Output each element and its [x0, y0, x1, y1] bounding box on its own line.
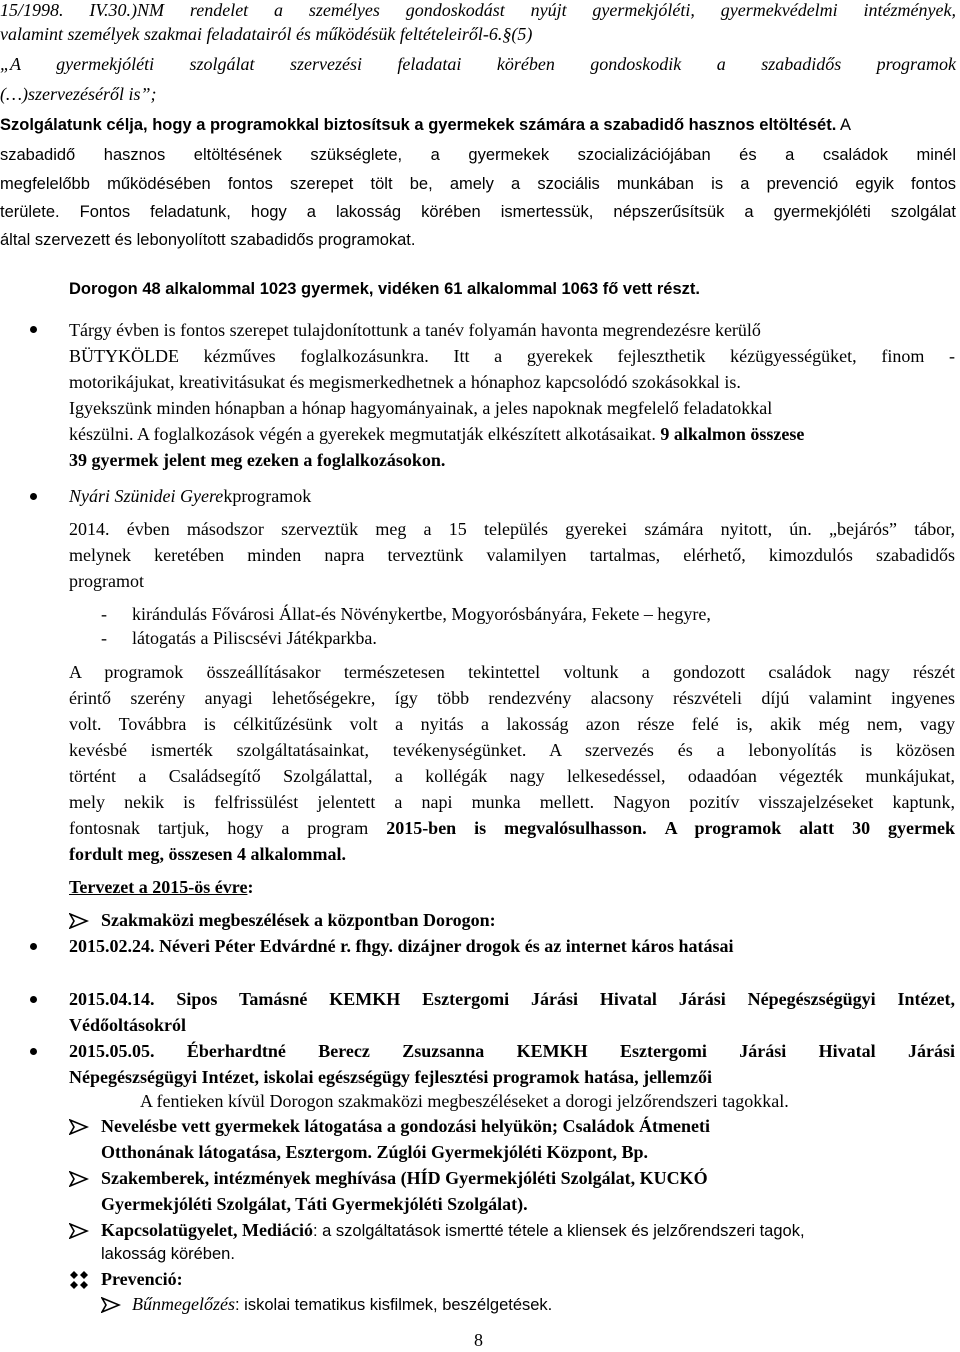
- summer-heading-italic: Nyári Szünidei Gyere: [69, 486, 224, 506]
- para-line-3: volt. Továbbra is célkitűzésünk volt a nyitás a lakosság azon része felé is, akik még nem, vagy: [69, 714, 955, 734]
- plan-heading-row: [69, 877, 253, 897]
- intro-line-4: területe.: [0, 203, 60, 221]
- plan-heading: Tervezet a 2015-ös évre: [69, 877, 248, 897]
- arrow-bullet-icon: [101, 1297, 121, 1313]
- para-line-6: mely nekik is felfrissülést jelentett a napi munka mellett. Nagyon pozitív visszajelzéseket kaptunk,: [69, 792, 955, 812]
- meeting-3-line-1: 2015.05.05. Éberhardtné Berecz Zsuzsanna KEMKH Esztergomi Járási Hivatal Járási: [69, 1041, 955, 1061]
- meeting-2-line-2: Védőoltásokról: [69, 1015, 186, 1035]
- para-line-5: történt a Családsegítő Szolgálattal, a kollégák nagy lelkesedéssel, odaadóan végezték munkájukat,: [69, 766, 955, 786]
- summer-item-1: kirándulás Fővárosi Állat-és Növénykertbe, Mogyorósbányára, Fekete – hegyre,: [132, 604, 711, 624]
- invites-line-1: Szakemberek, intézmények meghívása (HÍD Gyermekjóléti Szolgálat, KUCKÓ: [101, 1168, 708, 1188]
- intro-line-2: szabadidő hasznos eltöltésének szükséglete, a gyermekek szocializációjában és a családok minél: [0, 146, 956, 164]
- citation-line-3: „A gyermekjóléti szolgálat szervezési feladatai körében gondoskodik a szabadidős programok: [0, 54, 956, 74]
- meetings-heading: Szakmaközi megbeszélések a központban Dorogon:: [101, 910, 496, 930]
- butykolde-line-5a: készülni.: [69, 424, 134, 444]
- para-line-8: fordult meg, összesen 4 alkalommal.: [69, 844, 346, 864]
- intro-line-5: által szervezett és lebonyolított szabadidős programokat.: [0, 231, 416, 249]
- citation-line-1: 15/1998. IV.30.)NM rendelet a személyes gondoskodást nyújt gyermekjóléti, gyermekvédelmi intézmények,: [0, 0, 956, 20]
- intro-line-1-bold: [0, 115, 851, 135]
- arrow-bullet-icon: [69, 1171, 89, 1187]
- prevention-heading: Prevenció:: [101, 1269, 183, 1289]
- butykolde-line-5c: 9 alkalmon összese: [660, 424, 805, 444]
- contact-rest: : a szolgáltatások ismertté tétele a kliensek és jelzőrendszeri tagok,: [312, 1222, 805, 1240]
- visits-line-1: Nevelésbe vett gyermekek látogatása a gondozási helyükön; Családok Átmeneti: [101, 1116, 710, 1136]
- bullet-dot-icon: [30, 326, 37, 333]
- crime-prevention-text: : iskolai tematikus kisfilmek, beszélgetések.: [234, 1296, 553, 1314]
- butykolde-line-2a: BÜTYKÖLDE kézműves foglalkozásunkra.: [69, 346, 429, 366]
- para-line-7b: 2015-ben is megvalósulhasson.: [386, 818, 647, 838]
- bullet-dot-icon: [30, 1048, 37, 1055]
- summer-heading: [69, 486, 311, 506]
- para-line-1: A programok összeállításakor természetesen tekintettel voltunk a gondozott családok nagy részét: [69, 662, 955, 682]
- arrow-bullet-icon: [69, 913, 89, 929]
- intro-line-3: megfelelőbb működésében fontos szerepet tölt be, amely a szociális munkában is a prevenció egyik fontos: [0, 175, 956, 193]
- dash-bullet: -: [101, 628, 107, 648]
- para-line-4: kevésbé ismerték szolgáltatásainkat, tevékenységünket. A szervezés és a lebonyolítás is közösen: [69, 740, 955, 760]
- stats-line: Dorogon 48 alkalommal 1023 gyermek, vidéken 61 alkalommal 1063 fő vett részt.: [69, 280, 700, 298]
- contact-line-1: [101, 1220, 805, 1241]
- intro-line-1-tail: A: [839, 116, 851, 134]
- invites-line-2: Gyermekjóléti Szolgálat, Táti Gyermekjóléti Szolgálat).: [101, 1194, 528, 1214]
- plan-heading-colon: :: [247, 877, 254, 897]
- dash-bullet: -: [101, 604, 107, 624]
- summer-line-2: melynek keretében minden napra terveztünk valamilyen tartalmas, elérhető, kimozdulós szabadidős: [69, 545, 955, 565]
- summer-line-1: 2014. évben másodszor szerveztük meg a 15 település gyerekei számára nyitott, ún. „bejárós” tábor,: [69, 519, 955, 539]
- crime-prevention-line: [132, 1294, 552, 1315]
- butykolde-line-6: 39 gyermek jelent meg ezeken a foglalkozásokon.: [69, 450, 446, 470]
- meeting-2-line-1: 2015.04.14. Sipos Tamásné KEMKH Esztergomi Járási Hivatal Járási Népegészségügyi Intézet,: [69, 989, 955, 1009]
- citation-line-4: (…)szervezéséről is”;: [0, 84, 157, 104]
- para-line-2: érintő szerény anyagi lehetőségekre, így több rendezvény alacsony részvételi díjú valamint ingyenes: [69, 688, 955, 708]
- meetings-note: A fentieken kívül Dorogon szakmaközi megbeszéléseket a dorogi jelzőrendszeri tagokkal.: [140, 1091, 789, 1111]
- butykolde-line-3: motorikájukat, kreativitásukat és megismerkedhetnek a hónaphoz kapcsolódó szokásokkal is.: [69, 372, 741, 392]
- intro-line-4-row: [0, 202, 956, 222]
- butykolde-line-2: [69, 346, 955, 366]
- intro-line-4-tail: Fontos feladatunk, hogy a lakosság körében ismertessük, népszerűsítsük a gyermekjóléti szolgálat: [79, 203, 956, 221]
- summer-heading-rest: kprogramok: [223, 486, 312, 506]
- contact-bold: Kapcsolatügyelet, Mediáció: [101, 1220, 313, 1240]
- bullet-dot-icon: [30, 943, 37, 950]
- butykolde-line-2b: Itt a gyerekek fejleszthetik kézügyességüket, finom -: [453, 346, 956, 366]
- butykolde-line-5b: A foglalkozások végén a gyerekek megmutatják elkészített alkotásaikat.: [137, 424, 656, 444]
- contact-line-2: lakosság körében.: [101, 1245, 235, 1263]
- citation-line-2: valamint személyek szakmai feladatairól és működésük feltételeiről-6.§(5): [0, 24, 533, 44]
- para-line-7: [69, 818, 955, 838]
- intro-line-1: Szolgálatunk célja, hogy a programokkal biztosítsuk a gyermekek számára a szabadidő hasznos eltöltését.: [0, 116, 837, 134]
- bullet-dot-icon: [30, 996, 37, 1003]
- arrow-bullet-icon: [69, 1223, 89, 1239]
- summer-line-3: programot: [69, 571, 144, 591]
- butykolde-line-4: Igyekszünk minden hónapban a hónap hagyományainak, a jeles napoknak megfelelő feladatokkal: [69, 398, 773, 418]
- butykolde-line-1: Tárgy évben is fontos szerepet tulajdonítottunk a tanév folyamán havonta megrendezésre kerülő: [69, 320, 761, 340]
- bullet-dot-icon: [30, 493, 37, 500]
- butykolde-line-5: [69, 424, 804, 444]
- arrow-bullet-icon: [69, 1119, 89, 1135]
- meeting-1: 2015.02.24. Néveri Péter Edvárdné r. fhgy. dizájner drogok és az internet káros hatásai: [69, 936, 734, 956]
- crime-prevention-label: Bűnmegelőzés: [132, 1294, 235, 1314]
- visits-line-2: Otthonának látogatása, Esztergom. Zúglói Gyermekjóléti Központ, Bp.: [101, 1142, 648, 1162]
- summer-item-2: látogatás a Piliscsévi Játékparkba.: [132, 628, 377, 648]
- meeting-3-line-2: Népegészségügyi Intézet, iskolai egészségügy fejlesztési programok hatása, jellemzői: [69, 1067, 713, 1087]
- para-line-7a: fontosnak tartjuk, hogy a program: [69, 818, 369, 838]
- page-number: 8: [474, 1330, 483, 1350]
- para-line-7c: A programok alatt 30 gyermek: [664, 818, 956, 838]
- diamond-bullet-icon: [69, 1271, 89, 1289]
